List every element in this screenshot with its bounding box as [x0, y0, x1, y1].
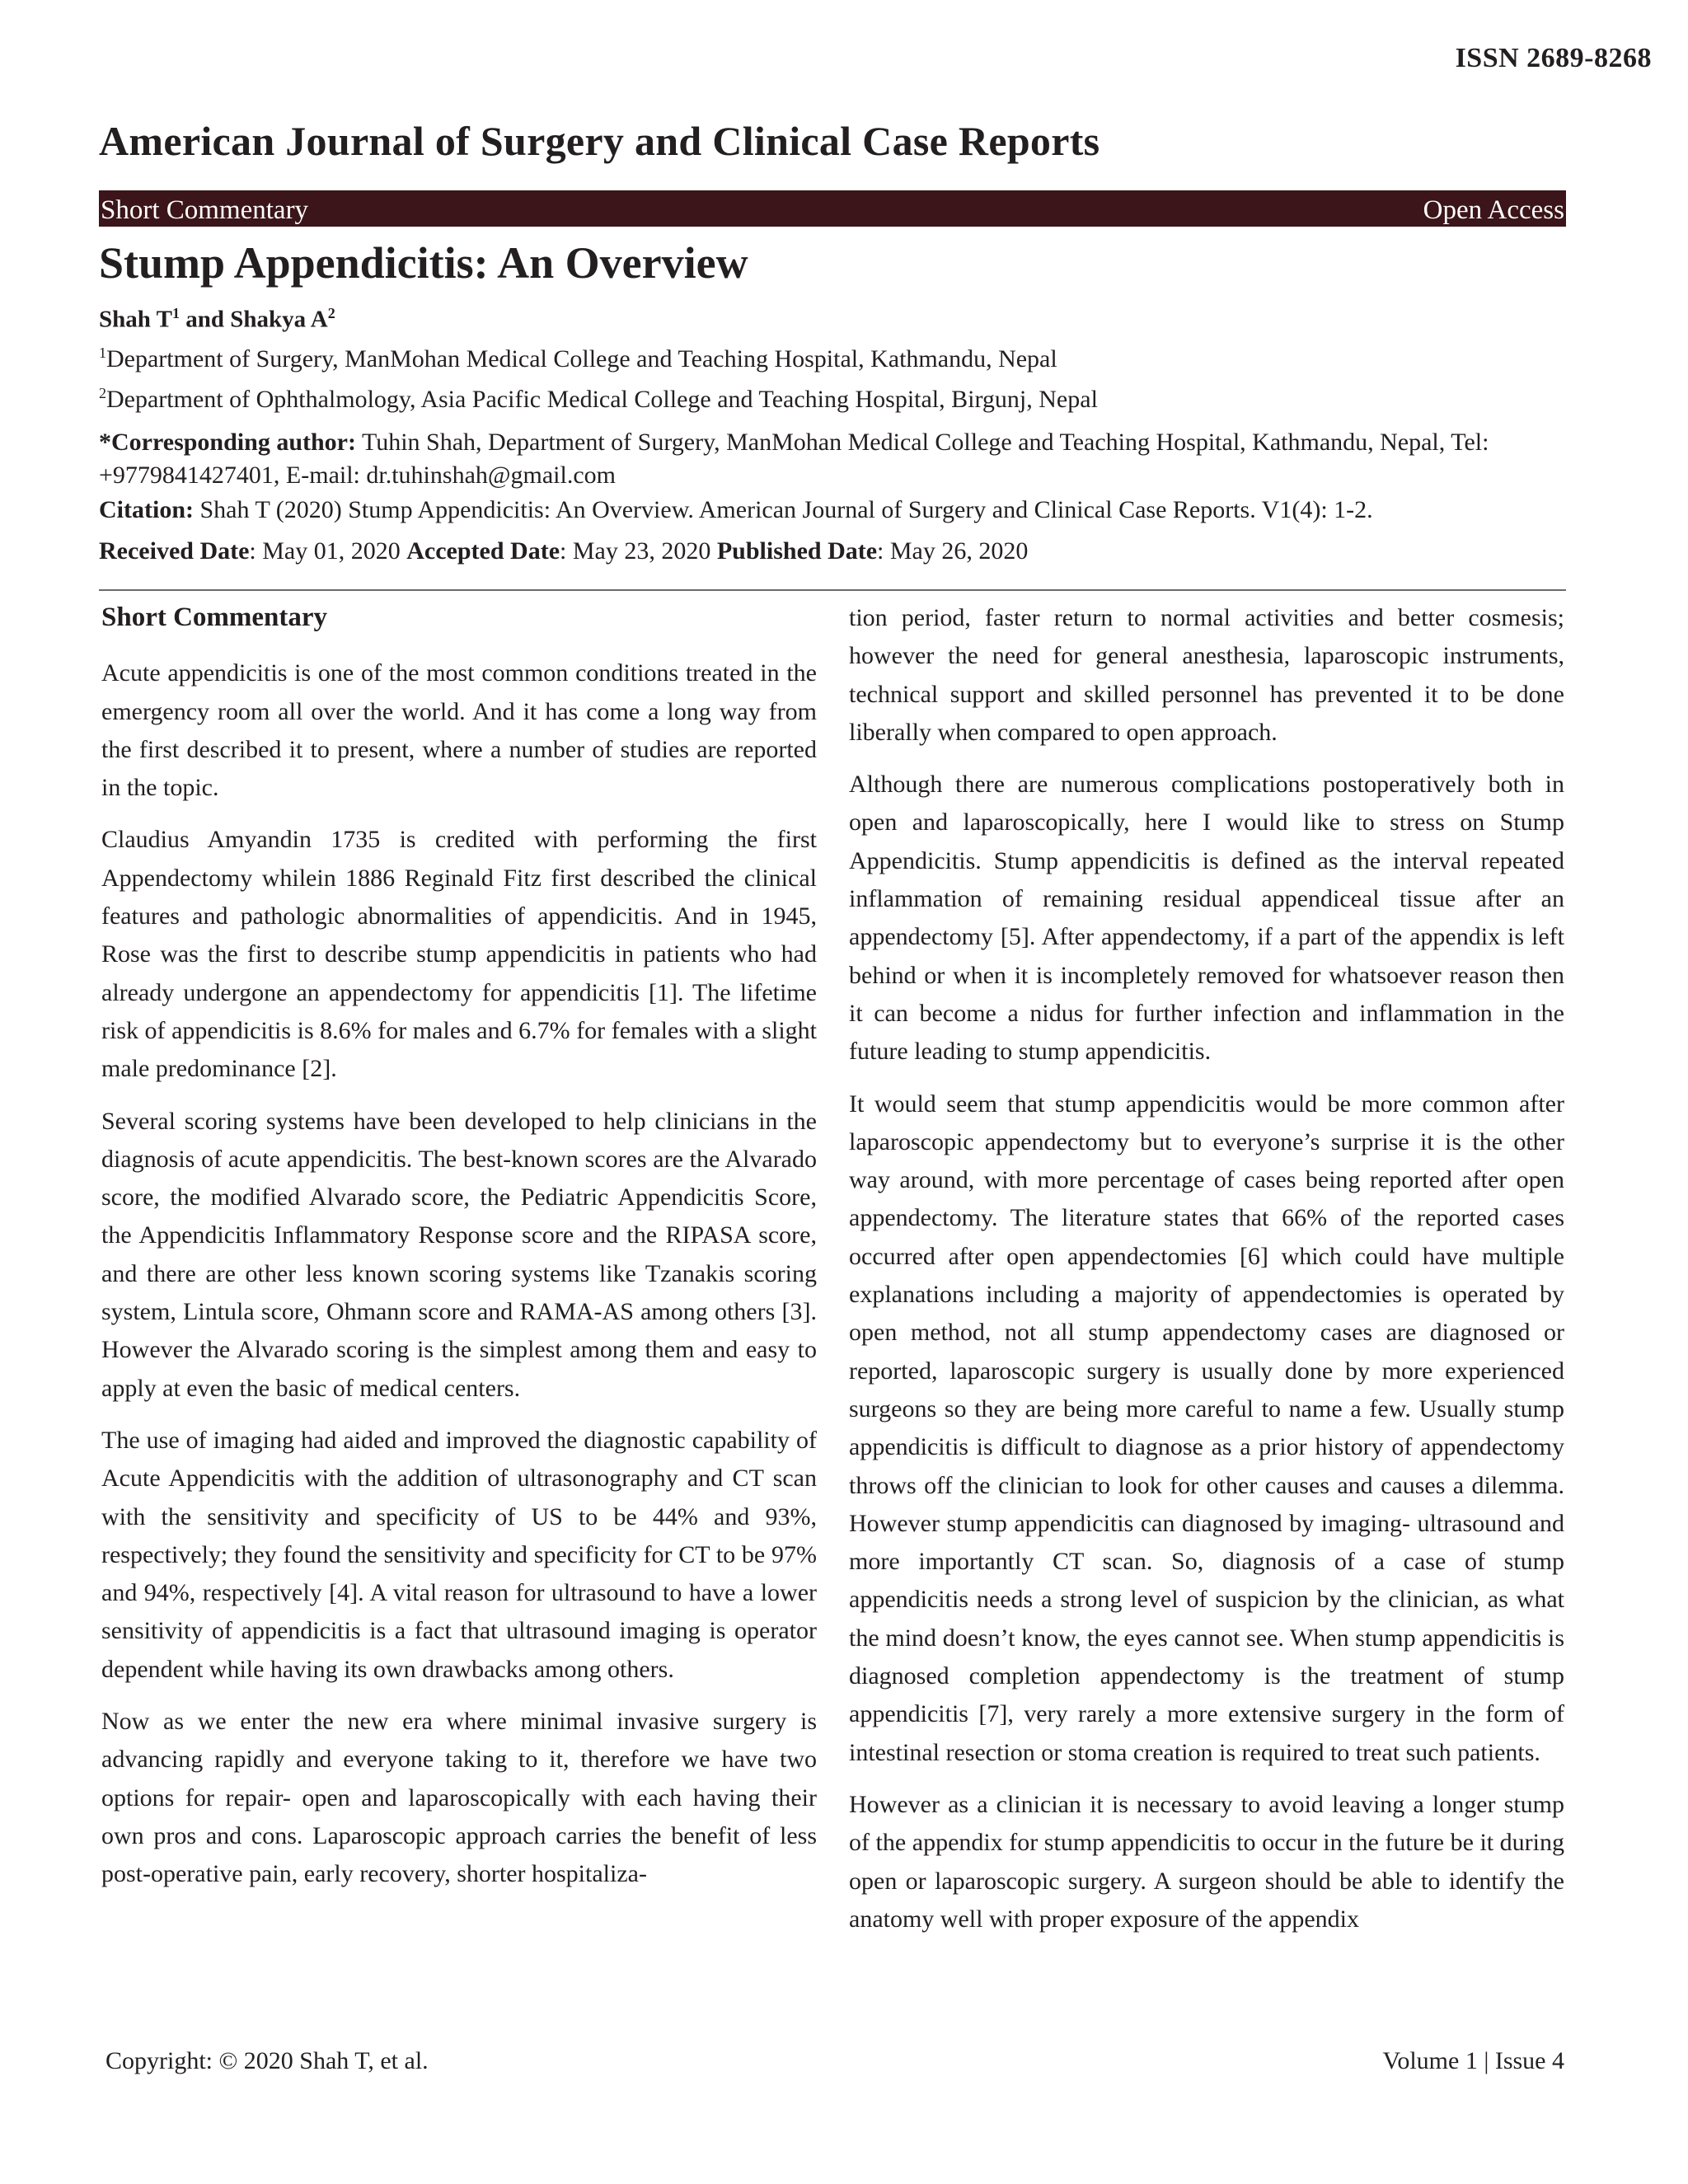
paragraph: tion period, faster return to normal activities and better cosmesis; however the need for general anesthesia, laparoscopic instruments, technical support and skilled personnel has prevented it to be done liberally when compared to open approach.	[849, 604, 1564, 746]
authors-conjunction: and	[179, 306, 231, 333]
article-title: Stump Appendicitis: An Overview	[99, 238, 748, 288]
received-value: : May 01, 2020	[249, 537, 407, 565]
open-access-label: Open Access	[1423, 195, 1564, 225]
affiliation-2-text: Department of Ophthalmology, Asia Pacific Medical College and Teaching Hospital, Birgunj, Nepal	[106, 386, 1098, 413]
author-2: Shakya A	[230, 306, 328, 333]
citation-label: Citation:	[99, 496, 194, 523]
corresponding-author	[99, 426, 1574, 492]
affiliation-1-sup: 1	[99, 344, 106, 361]
corresponding-label: *Corresponding author:	[99, 429, 356, 456]
paragraph: However as a clinician it is necessary to avoid leaving a longer stump of the appendix for stump appendicitis to occur in the future be it during open or laparoscopic surgery. A surgeon should be able to identify the anatomy well with proper exposure of the appendix	[849, 1790, 1564, 1933]
affiliation-1	[99, 344, 1057, 373]
left-column	[101, 593, 817, 1908]
authors	[99, 305, 335, 334]
citation-text: Shah T (2020) Stump Appendicitis: An Overview. American Journal of Surgery and Clinical Case Reports. V1(4): 1-2.	[194, 496, 1373, 523]
author-2-sup: 2	[327, 305, 335, 321]
paragraph: Claudius Amyandin 1735 is credited with performing the first Appendectomy whilein 1886 Reginald Fitz first described the clinical features and pathologic abnormalities of appendicitis. And in 1945, Rose was the first to describe stump appendicitis in patients who had already undergone an appendectomy for appendicitis [1]. The lifetime risk of appendicitis is 8.6% for males and 6.7% for females with a slight male predominance [2].	[101, 826, 817, 1083]
accepted-label: Accepted Date	[406, 537, 560, 565]
paragraph: Now as we enter the new era where minimal invasive surgery is advancing rapidly and everyone taking to it, therefore we have two options for repair- open and laparoscopically with each having their own pros and cons. Laparoscopic approach carries the benefit of less post-operative pain, early recovery, shorter hospitaliza-	[101, 1708, 817, 1888]
citation	[99, 496, 1574, 524]
paragraph: It would seem that stump appendicitis would be more common after laparoscopic appendectomy but to everyone’s surprise it is the other way around, with more percentage of cases being reported after open appendectomy. The literature states that 66% of the reported cases occurred after open appendectomies [6] which could have multiple explanations including a majority of appendectomies is operated by open method, not all stump appendectomy cases are diagnosed or reported, laparoscopic surgery is usually done by more experienced surgeons so they are being more careful to name a few. Usually stump appendicitis is difficult to diagnose as a prior history of appendectomy throws off the clinician to look for other causes and causes a dilemma. However stump appendicitis can diagnosed by imaging- ultrasound and more importantly CT scan. So, diagnosis of a case of stump appendicitis needs a strong level of suspicion by the clinician, as what the mind doesn’t know, the eyes cannot see. When stump appendicitis is diagnosed completion appendectomy is the treatment of stump appendicitis [7], very rarely a more extensive surgery in the form of intestinal resection or stoma creation is required to treat such patients.	[849, 1090, 1564, 1766]
copyright: Copyright: © 2020 Shah T, et al.	[106, 2047, 429, 2074]
corresponding-text: Tuhin Shah, Department of Surgery, ManMohan Medical College and Teaching Hospital, Kathmandu, Nepal, Tel: +9779841427401, E-mail: dr.tuhinshah@gmail.com	[99, 429, 1489, 489]
affiliation-2	[99, 385, 1098, 414]
issn: ISSN 2689-8268	[1455, 43, 1652, 73]
paragraph: Acute appendicitis is one of the most common conditions treated in the emergency room all over the world. And it has come a long way from the first described it to present, where a number of studies are reported in the topic.	[101, 659, 817, 802]
published-value: : May 26, 2020	[877, 537, 1029, 565]
affiliation-2-sup: 2	[99, 385, 106, 401]
right-column	[849, 599, 1564, 1952]
accepted-value: : May 23, 2020	[560, 537, 717, 565]
author-1-sup: 1	[171, 305, 180, 321]
paragraph: Several scoring systems have been developed to help clinicians in the diagnosis of acute appendicitis. The best-known scores are the Alvarado score, the modified Alvarado score, the Pediatric Appendicitis Score, the Appendicitis Inflammatory Response score and the RIPASA score, and there are other less known scoring systems like Tzanakis scoring system, Lintula score, Ohmann score and RAMA-AS among others [3]. However the Alvarado scoring is the simplest among them and easy to apply at even the basic of medical centers.	[101, 1107, 817, 1402]
header-divider	[99, 589, 1566, 591]
dates	[99, 537, 1028, 565]
journal-title: American Journal of Surgery and Clinical Case Reports	[99, 118, 1100, 164]
author-1: Shah T	[99, 306, 172, 333]
paragraph: Although there are numerous complications postoperatively both in open and laparoscopically, here I would like to stress on Stump Appendicitis. Stump appendicitis is defined as the interval repeated inflammation of remaining residual appendiceal tissue after an appendectomy [5]. After appendectomy, if a part of the appendix is left behind or when it is incompletely removed for whatsoever reason then it can become a nidus for further infection and inflammation in the future leading to stump appendicitis.	[849, 771, 1564, 1066]
section-heading: Short Commentary	[101, 602, 328, 632]
article-type: Short Commentary	[101, 195, 309, 225]
published-label: Published Date	[716, 537, 878, 565]
affiliation-1-text: Department of Surgery, ManMohan Medical College and Teaching Hospital, Kathmandu, Nepal	[106, 345, 1057, 373]
received-label: Received Date	[99, 537, 250, 565]
paragraph: The use of imaging had aided and improved the diagnostic capability of Acute Appendicitis with the addition of ultrasonography and CT scan with the sensitivity and specificity of US to be 44% and 93%, respectively; they found the sensitivity and specificity for CT to be 97% and 94%, respectively [4]. A vital reason for ultrasound to have a lower sensitivity of appendicitis is a fact that ultrasound imaging is operator dependent while having its own drawbacks among others.	[101, 1426, 817, 1683]
volume-issue: Volume 1 | Issue 4	[1382, 2047, 1564, 2074]
article-type-bar	[99, 190, 1566, 227]
